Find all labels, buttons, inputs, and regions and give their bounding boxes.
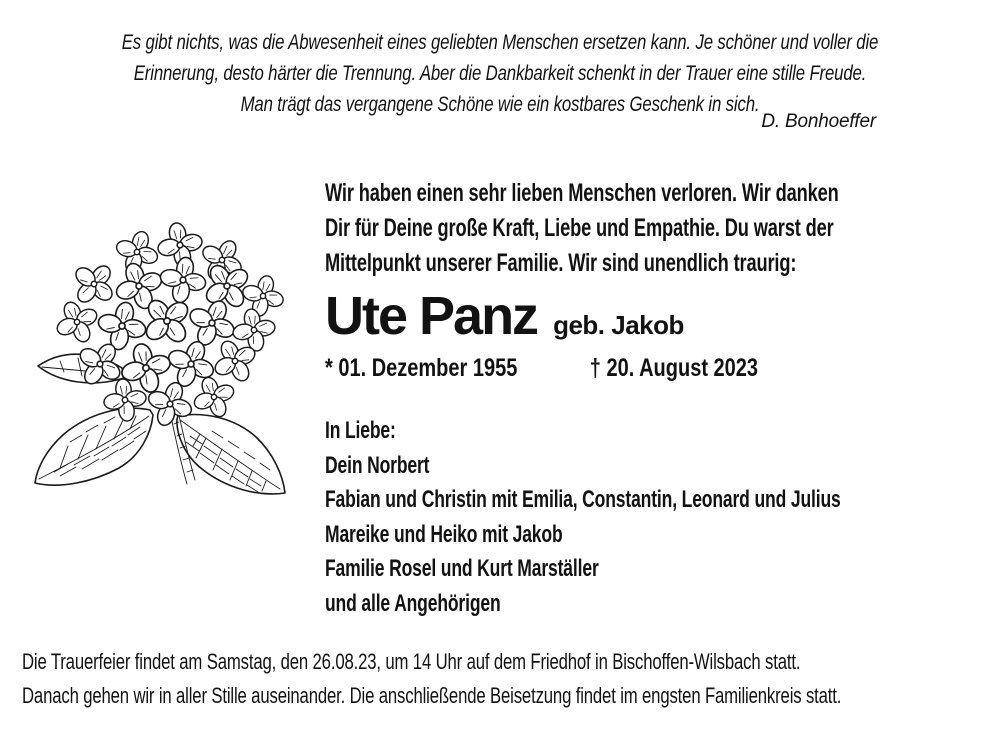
funeral-line: Danach gehen wir in aller Stille auseinander. Die anschließende Beisetzung findet im engsten Familienkreis statt. — [22, 682, 842, 708]
mourner-line: Fabian und Christin mit Emilia, Constantin, Leonard und Julius — [325, 486, 841, 513]
mourner-line: und alle Angehörigen — [325, 589, 501, 617]
intro-line: Dir für Deine große Kraft, Liebe und Empathie. Du warst der — [325, 214, 834, 242]
quote-line: Es gibt nichts, was die Abwesenheit eines geliebten Menschen ersetzen kann. Je schöner und voller die — [121, 31, 879, 54]
birth-star-symbol: * — [325, 354, 333, 382]
funeral-info — [22, 645, 841, 712]
intro-line: Mittelpunkt unserer Familie. Wir sind unendlich traurig: — [325, 249, 797, 277]
mourner-line: Mareike und Heiko mit Jakob — [325, 520, 563, 548]
maiden-name: geb. Jakob — [553, 310, 684, 340]
intro-paragraph — [325, 176, 839, 281]
mourner-line: Familie Rosel und Kurt Marställer — [325, 555, 599, 582]
birth-date — [325, 354, 517, 383]
mourners-list — [325, 414, 841, 621]
hydrangea-illustration — [30, 220, 292, 512]
quote-line: Man trägt das vergangene Schöne wie ein kostbares Geschenk in sich. — [240, 93, 760, 116]
deceased-name: Ute Panz — [325, 286, 538, 346]
life-dates — [325, 354, 1000, 384]
mourner-line: Dein Norbert — [325, 451, 430, 479]
death-date-text: 20. August 2023 — [606, 354, 759, 382]
deceased-name-row — [325, 286, 684, 346]
funeral-line: Die Trauerfeier findet am Samstag, den 26.08.23, um 14 Uhr auf dem Friedhof in Bischoffen-Wilsbach statt. — [22, 649, 801, 674]
quote-line: Erinnerung, desto härter die Trennung. Aber die Dankbarkeit schenkt in der Trauer eine stille Freude. — [133, 62, 867, 85]
quote-block — [100, 27, 900, 120]
death-date — [590, 354, 758, 383]
quote-attribution: D. Bonhoeffer — [761, 111, 876, 132]
birth-date-text: 01. Dezember 1955 — [338, 354, 518, 382]
dagger-symbol: † — [589, 354, 601, 382]
mourners-heading: In Liebe: — [325, 417, 396, 444]
intro-line: Wir haben einen sehr lieben Menschen verloren. Wir danken — [325, 179, 839, 207]
